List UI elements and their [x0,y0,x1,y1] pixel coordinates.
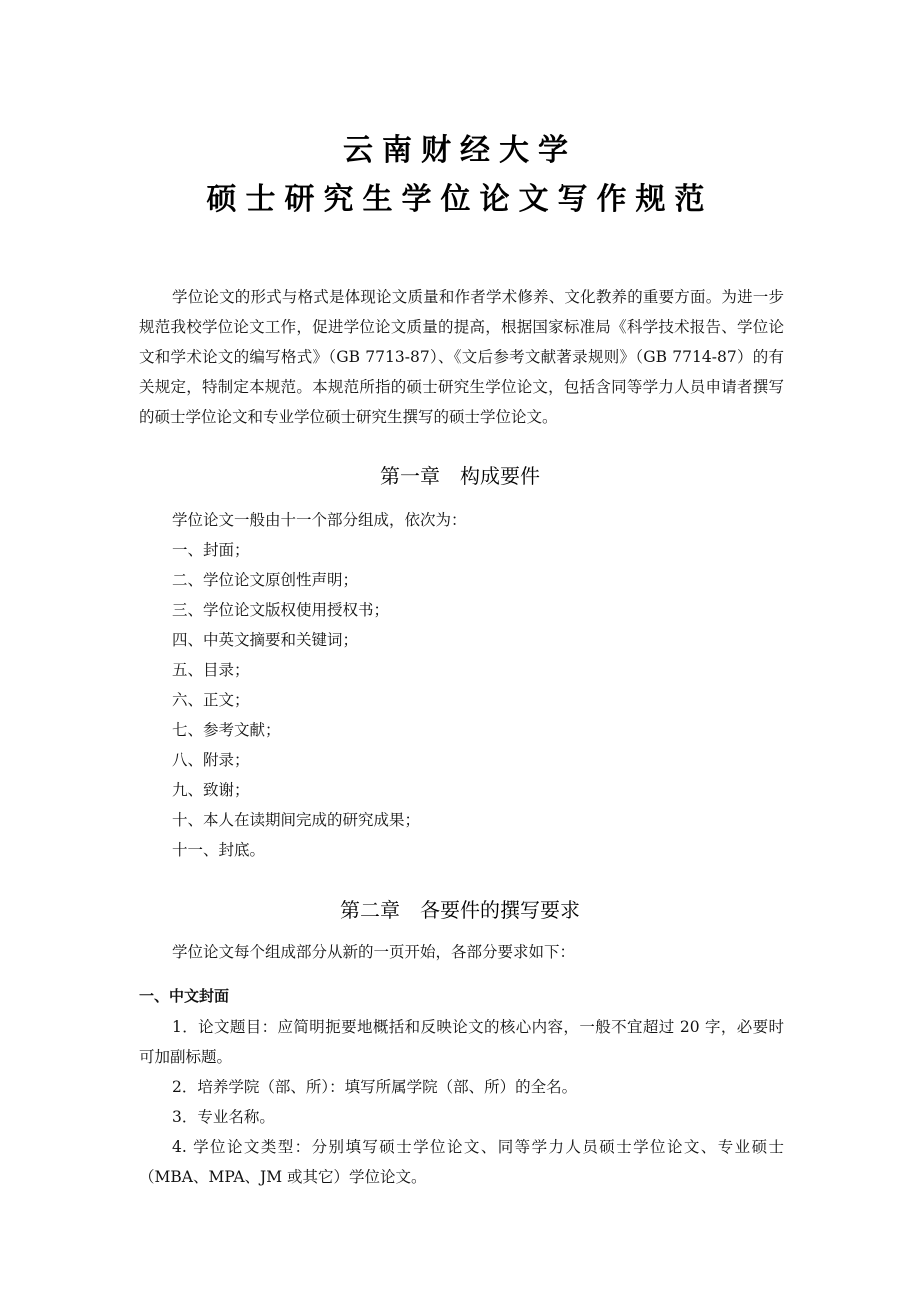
list-item: 八、附录； [172,751,250,769]
list-item: 四、中英文摘要和关键词； [172,631,359,649]
document-title-main: 硕士研究生学位论文写作规范 [206,182,714,217]
numbered-item: 2．培养学院（部、所）：填写所属学院（部、所）的全名。 [172,1078,578,1096]
numbered-item: 3．专业名称。 [172,1108,275,1126]
chapter1-lead: 学位论文一般由十一个部分组成，依次为： [172,511,467,529]
chapter2-lead: 学位论文每个组成部分从新的一页开始，各部分要求如下： [172,943,576,961]
list-item: 七、参考文献； [172,721,281,739]
document-title-university: 云南财经大学 [343,133,577,168]
list-item: 二、学位论文原创性声明； [172,571,359,589]
chapter2-heading: 第二章 各要件的撰写要求 [340,898,580,922]
list-item: 十、本人在读期间完成的研究成果； [172,811,421,829]
numbered-item: 4. 学位论文类型：分别填写硕士学位论文、同等学力人员硕士学位论文、专业硕士（MBA、MPA、JM 或其它）学位论文。 [139,1138,784,1186]
numbered-item: 1．论文题目：应简明扼要地概括和反映论文的核心内容，一般不宜超过 20 字，必要时可加副标题。 [139,1018,784,1066]
list-item: 十一、封底。 [172,841,266,859]
list-item: 三、学位论文版权使用授权书； [172,601,390,619]
chapter1-heading: 第一章 构成要件 [380,464,540,488]
list-item: 九、致谢； [172,781,250,799]
list-item: 六、正文； [172,691,250,709]
list-item: 五、目录； [172,661,250,679]
section-heading-chinese-cover: 一、中文封面 [139,987,230,1005]
list-item: 一、封面； [172,541,250,559]
intro-paragraph: 学位论文的形式与格式是体现论文质量和作者学术修养、文化教养的重要方面。为进一步规范我校学位论文工作，促进学位论文质量的提高，根据国家标准局《科学技术报告、学位论文和学术论文的编写格式》（GB 7713-87）、《文后参考文献著录规则》（GB 7714-87）的有关规定，特制定本规范。本规范所指的硕士研究生学位论文，包括含同等学力人员申请者撰写的硕士学位论文和专业学位硕士研究生撰写的硕士学位论文。 [139,288,784,426]
